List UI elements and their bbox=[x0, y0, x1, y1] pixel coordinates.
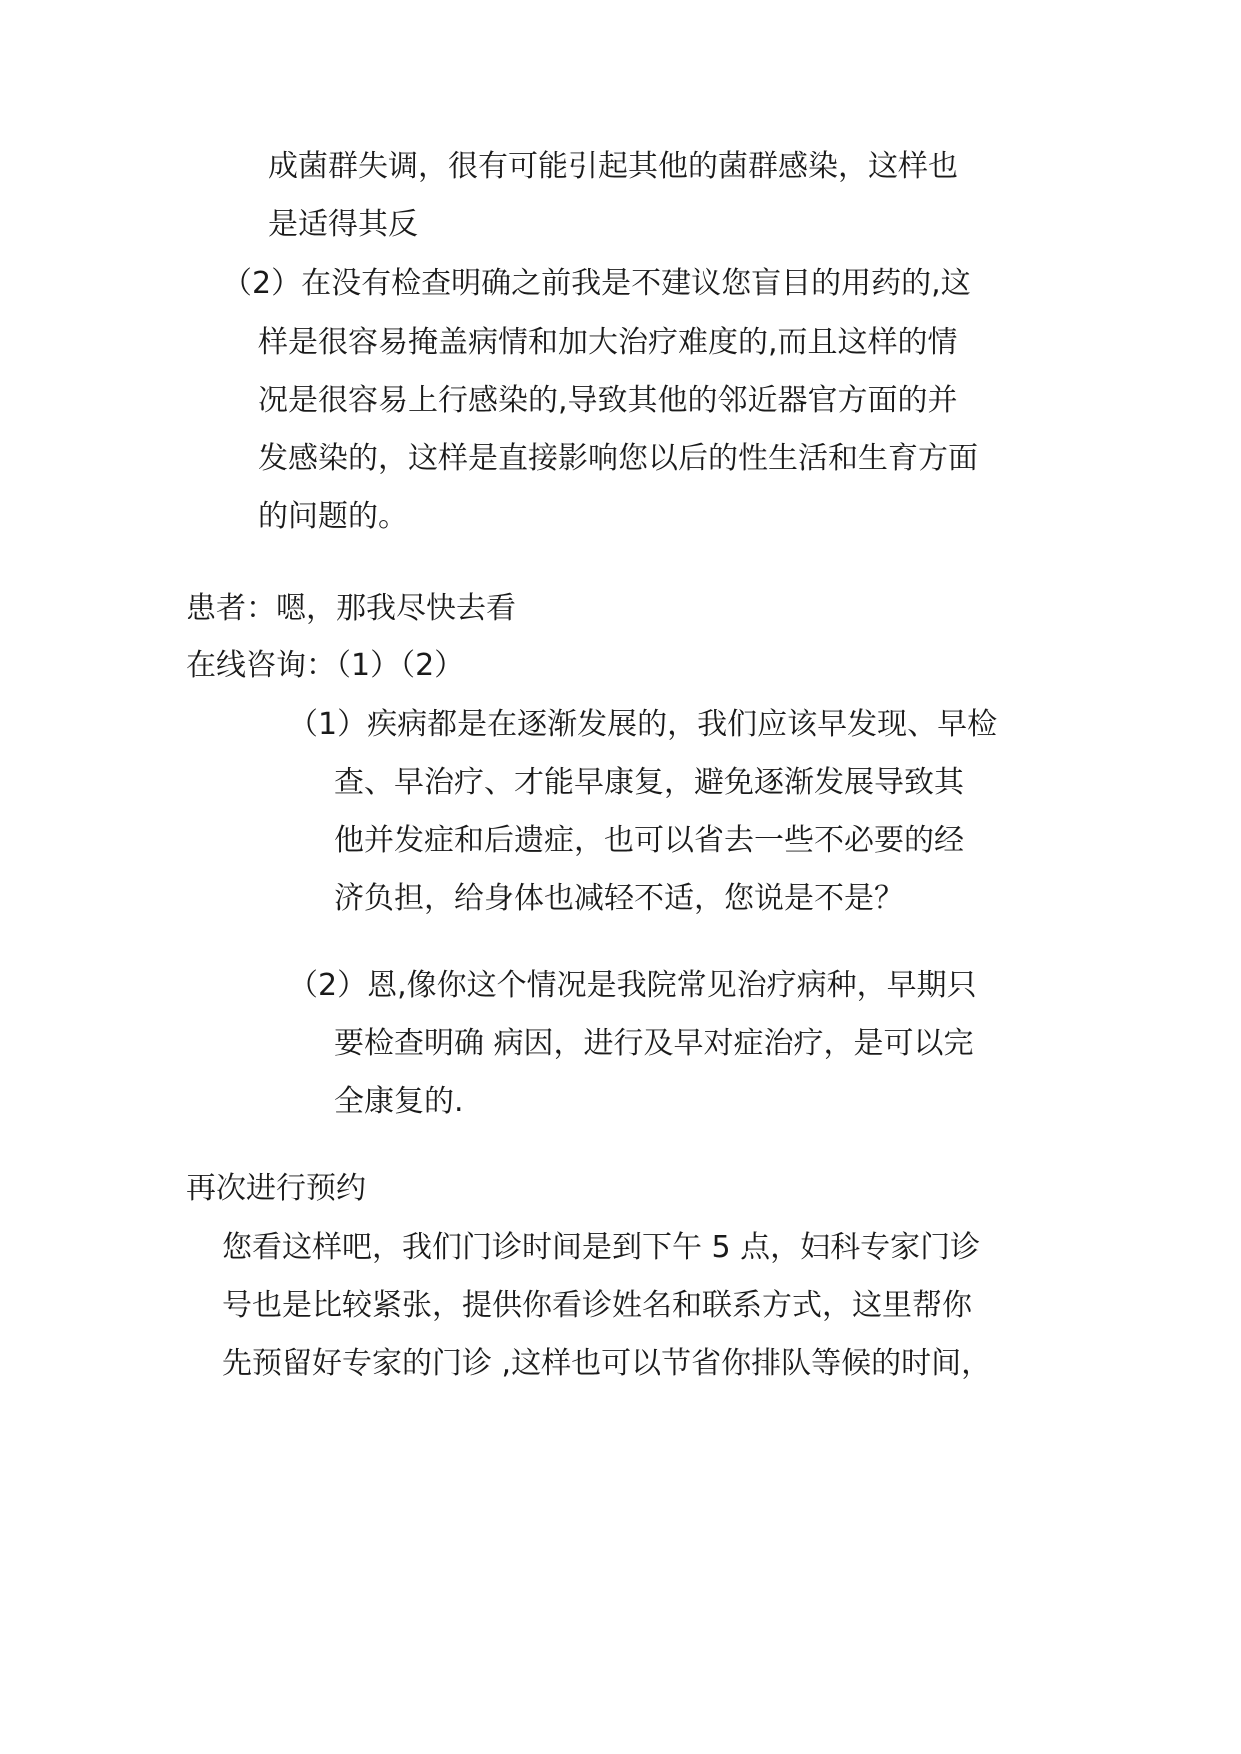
item2-line-5: 的问题的。 bbox=[258, 499, 408, 534]
continuation-line-2: 是适得其反 bbox=[268, 207, 418, 242]
patient-line: 患者：嗯，那我尽快去看 bbox=[186, 591, 516, 626]
consult-line: 在线咨询：（1）（2） bbox=[186, 648, 465, 683]
item2-line-3: 况是很容易上行感染的,导致其他的邻近器官方面的并 bbox=[258, 383, 958, 418]
option1-line-4: 济负担，给身体也减轻不适，您说是不是？ bbox=[334, 881, 904, 916]
option1-line-2: 查、早治疗、才能早康复，避免逐渐发展导致其 bbox=[334, 765, 964, 800]
continuation-line-1: 成菌群失调，很有可能引起其他的菌群感染，这样也 bbox=[268, 149, 958, 184]
option1-line-3: 他并发症和后遗症，也可以省去一些不必要的经 bbox=[334, 823, 964, 858]
item2-line-1: （2）在没有检查明确之前我是不建议您盲目的用药的,这 bbox=[222, 266, 971, 301]
option1-line-1: （1）疾病都是在逐渐发展的，我们应该早发现、早检 bbox=[288, 707, 998, 742]
appointment-line-1: 您看这样吧，我们门诊时间是到下午 5 点，妇科专家门诊 bbox=[222, 1230, 981, 1265]
section-heading: 再次进行预约 bbox=[186, 1171, 366, 1206]
option2-line-2: 要检查明确 病因，进行及早对症治疗，是可以完 bbox=[334, 1026, 974, 1061]
item2-line-4: 发感染的，这样是直接影响您以后的性生活和生育方面 bbox=[258, 441, 978, 476]
option2-line-3: 全康复的. bbox=[334, 1084, 464, 1119]
option2-line-1: （2）恩,像你这个情况是我院常见治疗病种，早期只 bbox=[288, 968, 977, 1003]
item2-line-2: 样是很容易掩盖病情和加大治疗难度的,而且这样的情 bbox=[258, 325, 958, 360]
appointment-line-2: 号也是比较紧张，提供你看诊姓名和联系方式，这里帮你 bbox=[222, 1288, 972, 1323]
appointment-line-3: 先预留好专家的门诊 ,这样也可以节省你排队等候的时间， bbox=[222, 1346, 992, 1381]
